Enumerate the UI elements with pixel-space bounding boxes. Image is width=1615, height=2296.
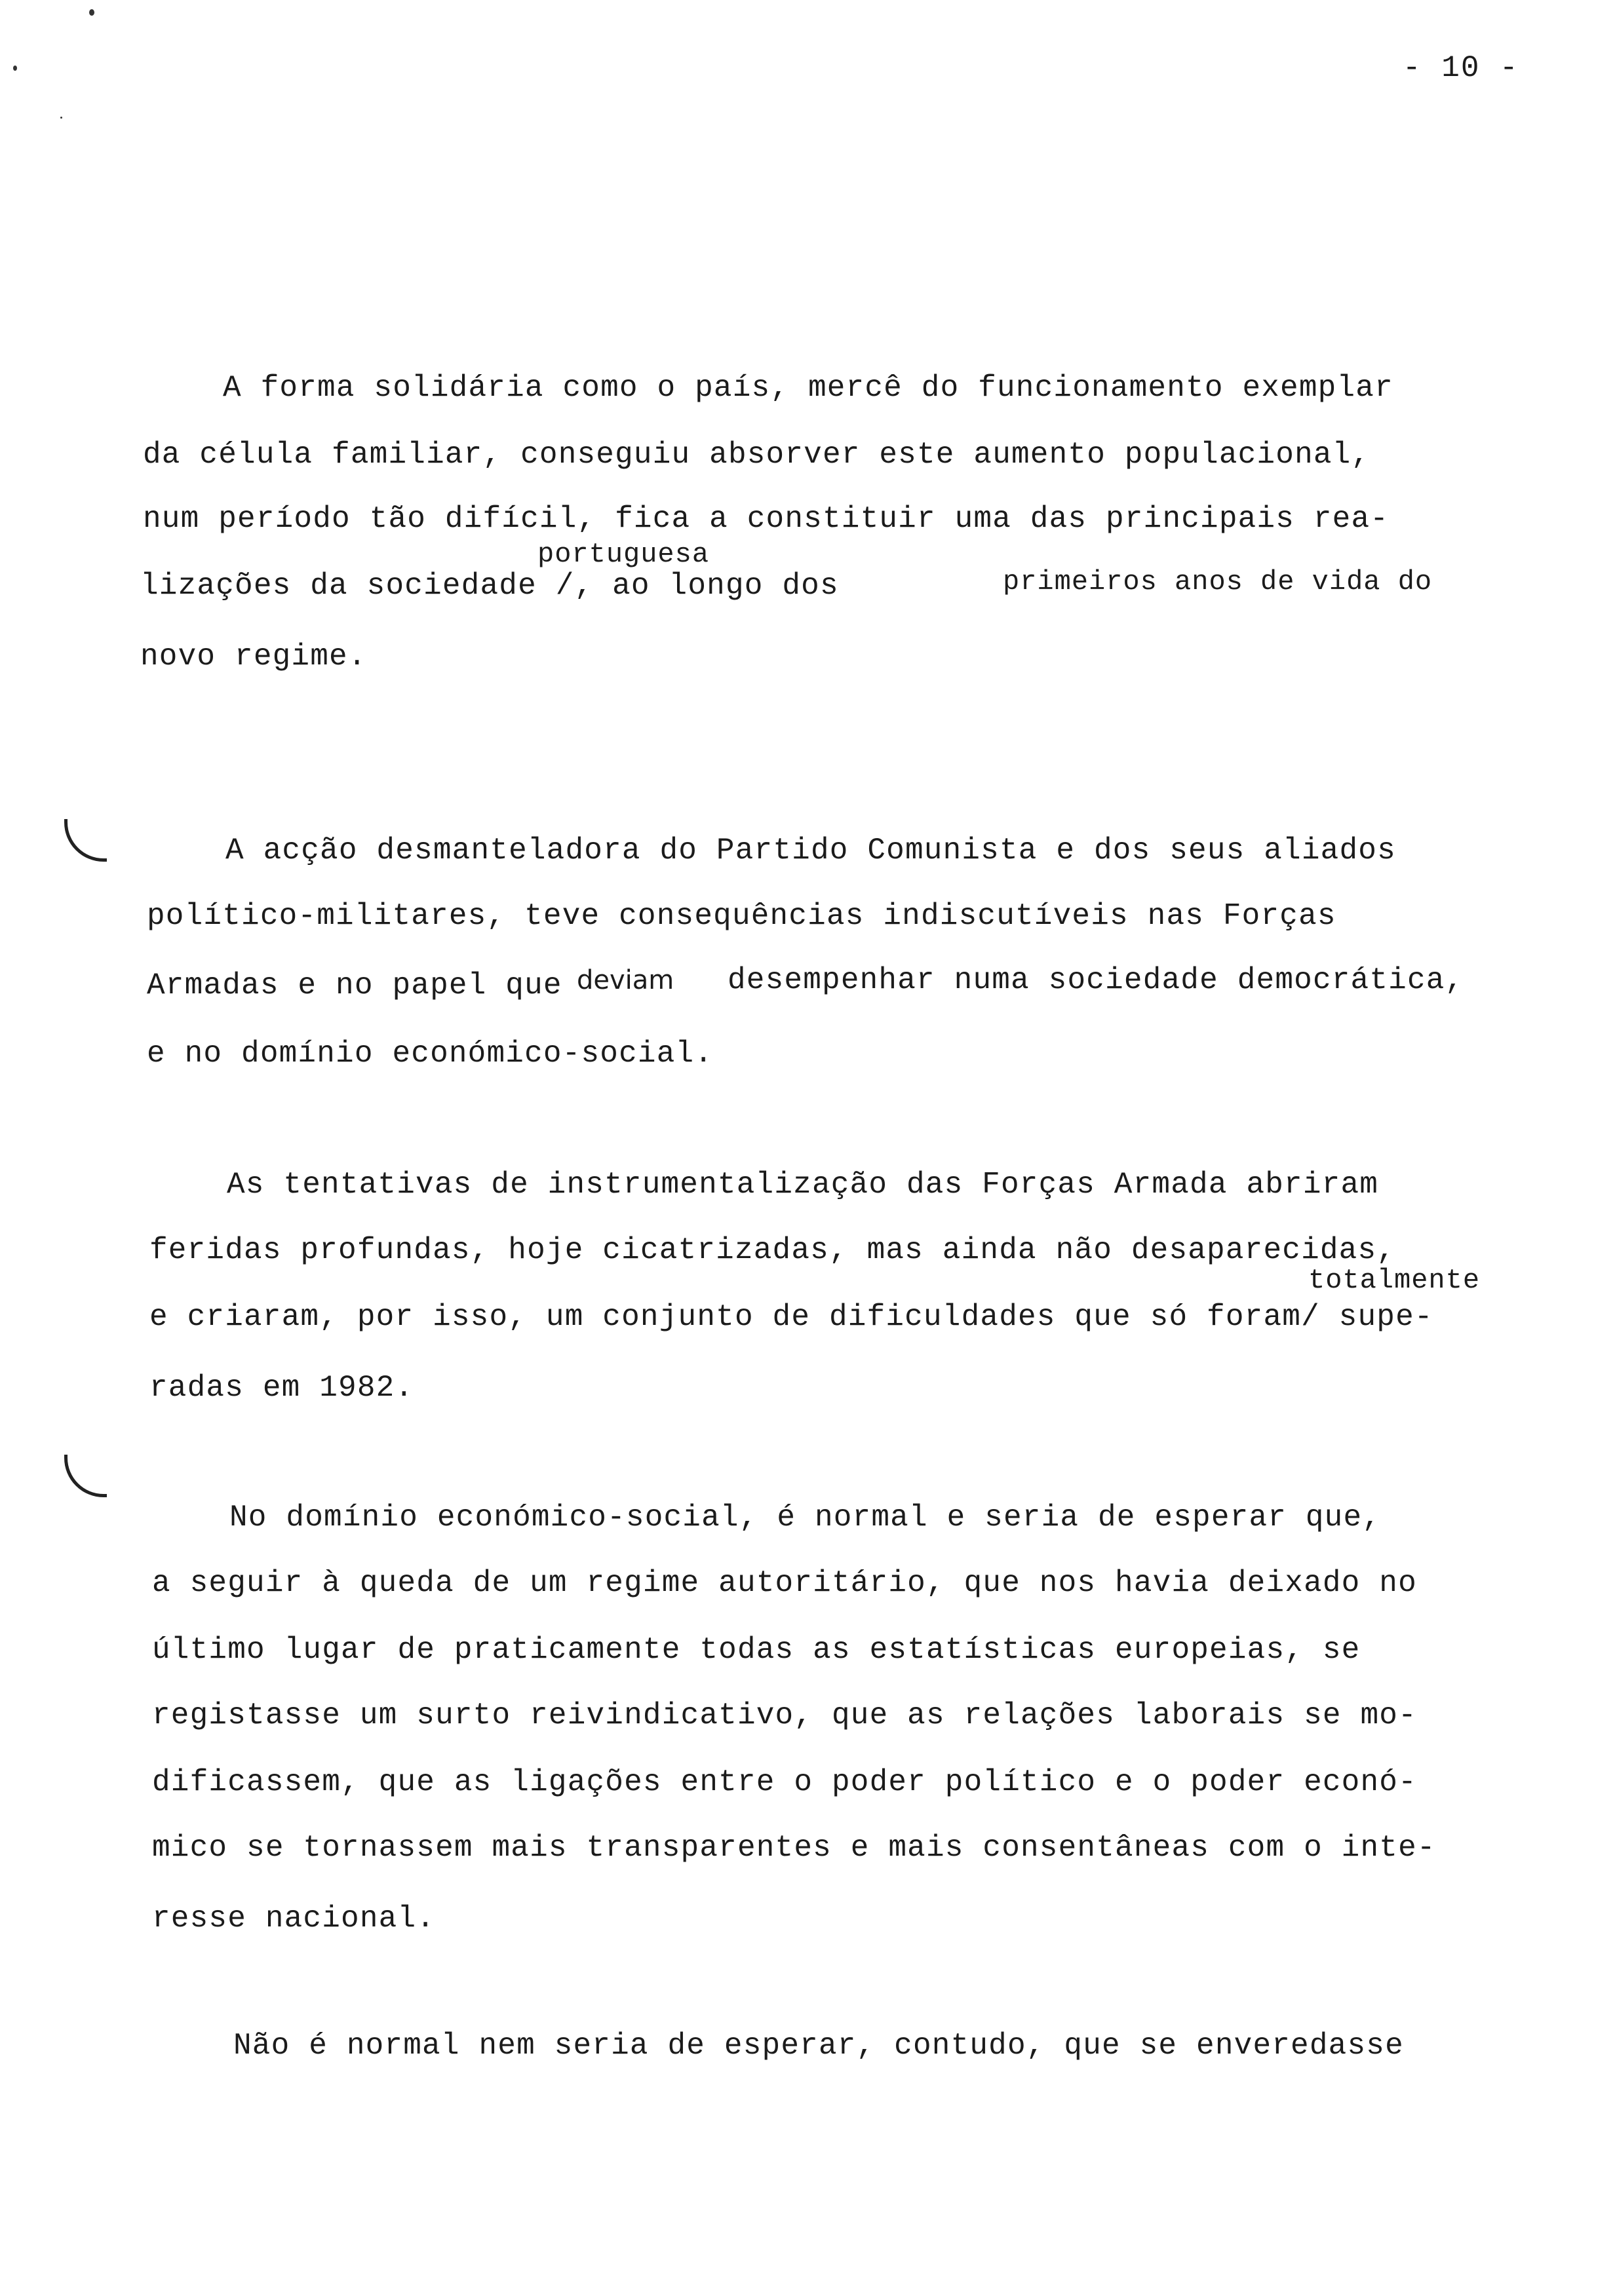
paragraph-line: e no domínio económico-social. — [147, 1037, 714, 1071]
paragraph-line: da célula familiar, conseguiu absorver este aumento populacional, — [143, 438, 1371, 472]
handwritten-insertion: deviam — [577, 965, 674, 995]
scan-speck — [89, 9, 94, 16]
paragraph-line: novo regime. — [140, 640, 367, 674]
scan-speck — [13, 66, 17, 71]
paragraph-line: As tentativas de instrumentalização das Forças Armada abriram — [227, 1168, 1379, 1202]
paragraph-line: primeiros anos de vida do — [1003, 566, 1433, 598]
paragraph-line: A forma solidária como o país, mercê do funcionamento exemplar — [223, 371, 1393, 405]
paragraph-line: último lugar de praticamente todas as estatísticas europeias, se — [152, 1633, 1361, 1667]
paragraph-line: No domínio económico-social, é normal e seria de esperar que, — [229, 1501, 1382, 1535]
scan-speck — [60, 117, 62, 119]
margin-bracket-mark — [64, 1455, 107, 1497]
paragraph-line: dificassem, que as ligações entre o poder político e o poder econó- — [152, 1765, 1417, 1799]
paragraph-line: mico se tornassem mais transparentes e mais consentâneas com o inte- — [152, 1831, 1436, 1865]
paragraph-line: num período tão difícil, fica a constituir uma das principais rea- — [143, 502, 1390, 536]
paragraph-line: A acção desmanteladora do Partido Comunista e dos seus aliados — [225, 833, 1396, 868]
paragraph-line: registasse um surto reivindicativo, que as relações laborais se mo- — [152, 1698, 1417, 1732]
paragraph-line: Armadas e no papel que — [147, 968, 562, 1003]
margin-bracket-mark — [64, 819, 107, 862]
paragraph-line: desempenhar numa sociedade democrática, — [728, 963, 1464, 997]
paragraph-line: a seguir à queda de um regime autoritário, que nos havia deixado no — [152, 1566, 1417, 1600]
paragraph-line: resse nacional. — [152, 1902, 436, 1936]
paragraph-line: político-militares, teve consequências indiscutíveis nas Forças — [147, 899, 1336, 933]
paragraph-line: e criaram, por isso, um conjunto de dificuldades que só foram/ supe- — [149, 1300, 1433, 1334]
page-number: - 10 - — [1403, 51, 1519, 85]
paragraph-line: Não é normal nem seria de esperar, contudo, que se enveredasse — [233, 2029, 1404, 2063]
handwritten-insertion: totalmente — [1308, 1265, 1481, 1296]
paragraph-line: radas em 1982. — [149, 1371, 414, 1405]
paragraph-line: lizações da sociedade /, ao longo dos — [140, 569, 839, 603]
paragraph-line: feridas profundas, hoje cicatrizadas, mas ainda não desaparecidas, — [149, 1233, 1396, 1267]
handwritten-insertion: portuguesa — [537, 539, 710, 570]
